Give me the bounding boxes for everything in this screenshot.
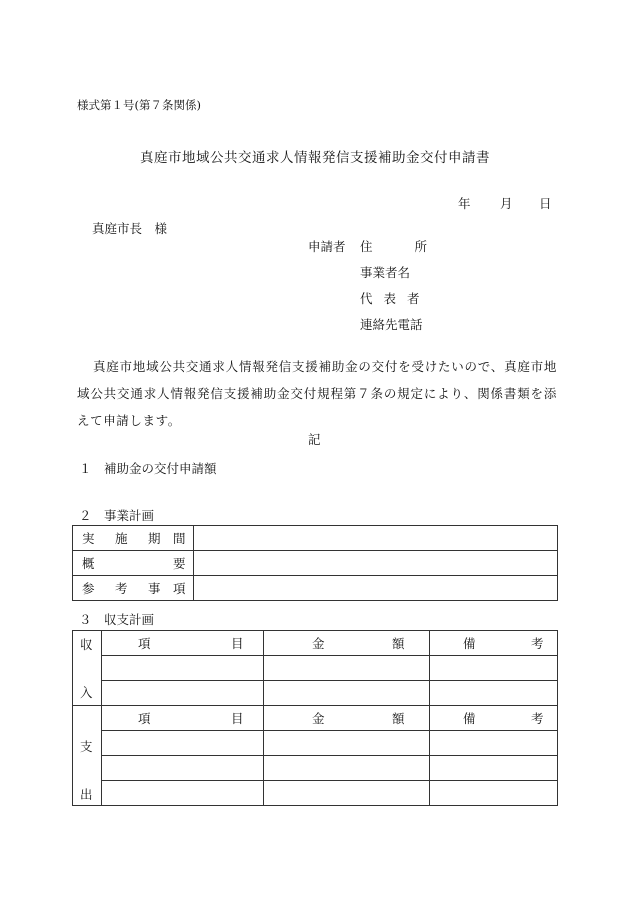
applicant-business-name-field: 事業者名 bbox=[360, 265, 411, 280]
table-row bbox=[73, 631, 558, 656]
form-number: 様式第１号(第７条関係) bbox=[77, 98, 201, 112]
implementation-period-value[interactable] bbox=[194, 526, 558, 551]
expense-item-cell[interactable] bbox=[102, 756, 264, 781]
addressee: 真庭市長 様 bbox=[92, 221, 168, 236]
income-item-cell[interactable] bbox=[102, 681, 264, 706]
table-row bbox=[73, 731, 558, 756]
table-row bbox=[73, 576, 558, 601]
applicant-label: 申請者 bbox=[308, 239, 346, 254]
overview-value[interactable] bbox=[194, 551, 558, 576]
income-amount-cell[interactable] bbox=[264, 656, 430, 681]
expense-item-cell[interactable] bbox=[102, 731, 264, 756]
expense-item-cell[interactable] bbox=[102, 781, 264, 806]
income-remarks-header: 備 考 bbox=[430, 631, 558, 656]
applicant-address-field: 住 所 bbox=[360, 239, 428, 254]
overview-label: 概 要 bbox=[73, 551, 194, 576]
reference-items-value[interactable] bbox=[194, 576, 558, 601]
table-row bbox=[73, 551, 558, 576]
implementation-period-label: 実 施 期 間 bbox=[73, 526, 194, 551]
table-row bbox=[73, 681, 558, 706]
table-row bbox=[73, 756, 558, 781]
income-amount-cell[interactable] bbox=[264, 681, 430, 706]
budget-table bbox=[72, 630, 558, 806]
expense-amount-header: 金 額 bbox=[264, 706, 430, 731]
income-item-cell[interactable] bbox=[102, 656, 264, 681]
table-row bbox=[73, 781, 558, 806]
expense-remarks-cell[interactable] bbox=[430, 756, 558, 781]
date-day: 日 bbox=[539, 196, 552, 211]
form-title: 真庭市地域公共交通求人情報発信支援補助金交付申請書 bbox=[140, 150, 490, 166]
date-month: 月 bbox=[500, 196, 513, 211]
business-plan-table bbox=[72, 525, 558, 601]
table-row bbox=[73, 526, 558, 551]
table-row bbox=[73, 656, 558, 681]
income-item-header: 項 目 bbox=[102, 631, 264, 656]
expense-label: 支 出 bbox=[73, 706, 102, 806]
expense-remarks-cell[interactable] bbox=[430, 731, 558, 756]
ki-heading: 記 bbox=[308, 432, 321, 447]
applicant-phone-field: 連絡先電話 bbox=[360, 317, 423, 332]
expense-remarks-cell[interactable] bbox=[430, 781, 558, 806]
expense-item-header: 項 目 bbox=[102, 706, 264, 731]
expense-amount-cell[interactable] bbox=[264, 781, 430, 806]
income-remarks-cell[interactable] bbox=[430, 656, 558, 681]
table-row bbox=[73, 706, 558, 731]
income-remarks-cell[interactable] bbox=[430, 681, 558, 706]
expense-amount-cell[interactable] bbox=[264, 756, 430, 781]
expense-amount-cell[interactable] bbox=[264, 731, 430, 756]
income-amount-header: 金 額 bbox=[264, 631, 430, 656]
income-label: 収 入 bbox=[73, 631, 102, 706]
section-2-heading: ２ 事業計画 bbox=[79, 508, 155, 523]
application-statement: 真庭市地域公共交通求人情報発信支援補助金の交付を受けたいので、真庭市地域公共交通求人情報発信支援補助金交付規程第７条の規定により、関係書類を添えて申請します。 bbox=[77, 359, 557, 428]
expense-remarks-header: 備 考 bbox=[430, 706, 558, 731]
date-year: 年 bbox=[458, 196, 471, 211]
section-1-heading: １ 補助金の交付申請額 bbox=[79, 461, 217, 476]
section-3-heading: ３ 収支計画 bbox=[79, 612, 155, 627]
reference-items-label: 参 考 事 項 bbox=[73, 576, 194, 601]
applicant-representative-field: 代表者 bbox=[360, 291, 431, 306]
